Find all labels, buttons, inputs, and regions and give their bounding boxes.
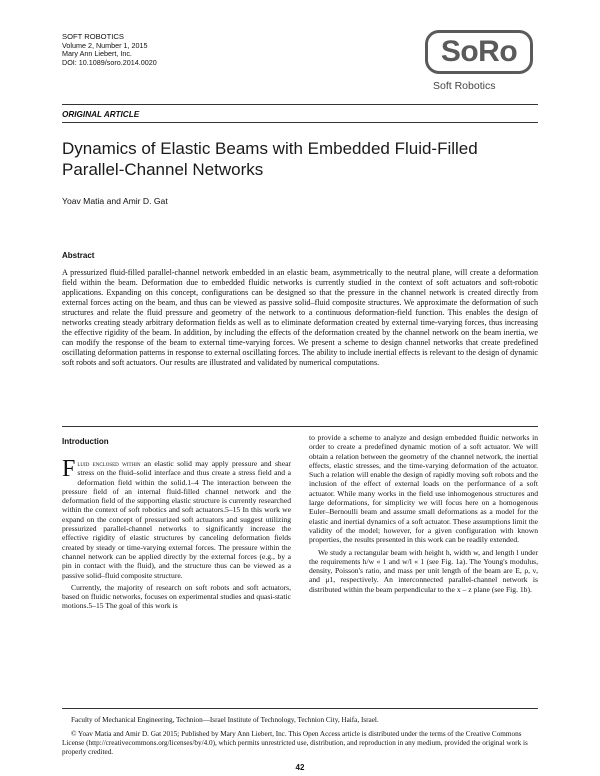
doi: DOI: 10.1089/soro.2014.0020 (62, 57, 157, 67)
soro-logo (425, 30, 539, 104)
small-caps-lead: luid enclosed within (77, 459, 141, 468)
abstract-text: A pressurized fluid-filled parallel-channel network embedded in an elastic beam, asymmetrically to the neutral plane, will create a deformation field within the beam. Deformation due to embedded fluidic networks is currently studied in the context of soft actuators and soft-robotic applications. Expanding on this concept, configurations can be designed so that the pressure in the channel network is created directly from external forces acting on the beam, and thus can be viewed as passive solid–fluid composite structures. We approximate the deformation of such structures and relate the fluid pressure and geometry of the network to a continuous deformation-field function. This enables the design of networks creating steady arbitrary deformation fields as well as to eliminate deformation created by external time-varying forces, thus increasing the effective rigidity of the beam. In addition, by including the effects of the deformation created by the channel network on the beam inertia, we can modify the response of the beam to external time-varying forces. We present a scheme to design channel networks that create predefined oscillating deformation patterns in response to external oscillating forces. The ability to include inertial effects is relevant to the design of dynamic soft robots and soft actuators. Our results are illustrated and validated by numerical computations. (62, 268, 538, 368)
drop-cap: F (62, 456, 76, 482)
article-type: ORIGINAL ARTICLE (62, 110, 140, 119)
column-right (309, 433, 538, 594)
publisher: Mary Ann Liebert, Inc. (62, 49, 132, 59)
license-notice: © Yoav Matia and Amir D. Gat 2015; Published by Mary Ann Liebert, Inc. This Open Access article is distributed under the terms of the Creative Commons License (http://creativecommons.org/licenses/by/4.0), which permits unrestricted use, distribution, and reproduction in any medium, provided the original work is properly credited. (62, 730, 528, 756)
journal-name: SOFT ROBOTICS (62, 32, 124, 41)
intro-paragraph-1 (62, 456, 291, 580)
journal-header (62, 33, 157, 67)
article-type-divider (62, 122, 538, 123)
intro-paragraph-2: Currently, the majority of research on soft robots and soft actuators, based on fluidic networks, focuses on experimental studies and quasi-static motions.5–15 The goal of this work is (62, 582, 291, 611)
abstract-heading: Abstract (62, 251, 95, 260)
introduction-heading: Introduction (62, 437, 109, 446)
affiliation: Faculty of Mechanical Engineering, Technion—Israel Institute of Technology, Technion City, Haifa, Israel. (71, 716, 379, 724)
logo-word: SoRo (440, 35, 518, 68)
intro-paragraph-3: to provide a scheme to analyze and design embedded fluidic networks in order to create a predefined dynamic motion of a soft actuator. We will obtain a relation between the geometry of the channel network, the inertial effects, elastic stresses, and the time-varying deformation of the actuator. Such a relation will enable the design of rapidly moving soft robots and the inclusion of the effect of external loads on the performance of a soft actuator. While many works in the field use inhomogenous structures and large deformations, for simplicity we will focus here on a homogenous Euler–Bernoulli beam and assume small deformations as a model for the elastic and inertial dynamics of a soft actuator. These assumptions limit the validity of the model; however, for a given configuration with known properties, the results presented in this work can be readily extended. (309, 433, 538, 545)
article-title: Dynamics of Elastic Beams with Embedded Fluid-Filled Parallel-Channel Networks (62, 139, 478, 179)
intro-paragraph-4: We study a rectangular beam with height h, width w, and length l under the requirements h/w « 1 and w/l « 1 (see Fig. 1a). The Young's modulus, density, Poisson's ratio, and mass per unit length of the beam are E, ρ, ν, and μ1, respectively. An interconnected parallel-channel network is distributed within the beam perpendicular to the x – z plane (see Fig. 1b). (309, 547, 538, 594)
page-number: 42 (295, 763, 305, 772)
footnote-divider (62, 708, 538, 709)
authors: Yoav Matia and Amir D. Gat (62, 196, 168, 206)
abstract-divider (62, 426, 538, 427)
intro-paragraph-1-text: an elastic solid may apply pressure and shear stress on the fluid–solid interface and thus create a stress field and a deformation field within the solid.1–4 The interaction between the pressure field of an internal fluid-filled channel network and the deformation field of the supporting elastic structure is currently researched within the context of soft robotics and soft actuators.5–15 In this work we expand on the concept of pressurized soft actuators and suggest utilizing pressurized parallel-channel networks to significantly increase the effective rigidity of elastic structures by canceling deformation fields created by steady or time-varying external forces. The pressure within the channel network can be applied directly by the external forces (e.g., by a pin in contact with the fluid), and the structure thus can be viewed as a passive solid–fluid composite structure. (62, 459, 291, 580)
header-divider (62, 104, 538, 105)
volume-info: Volume 2, Number 1, 2015 (62, 40, 148, 50)
logo-subtitle: Soft Robotics (433, 80, 496, 92)
logo-box (425, 30, 533, 74)
column-left (62, 456, 291, 611)
